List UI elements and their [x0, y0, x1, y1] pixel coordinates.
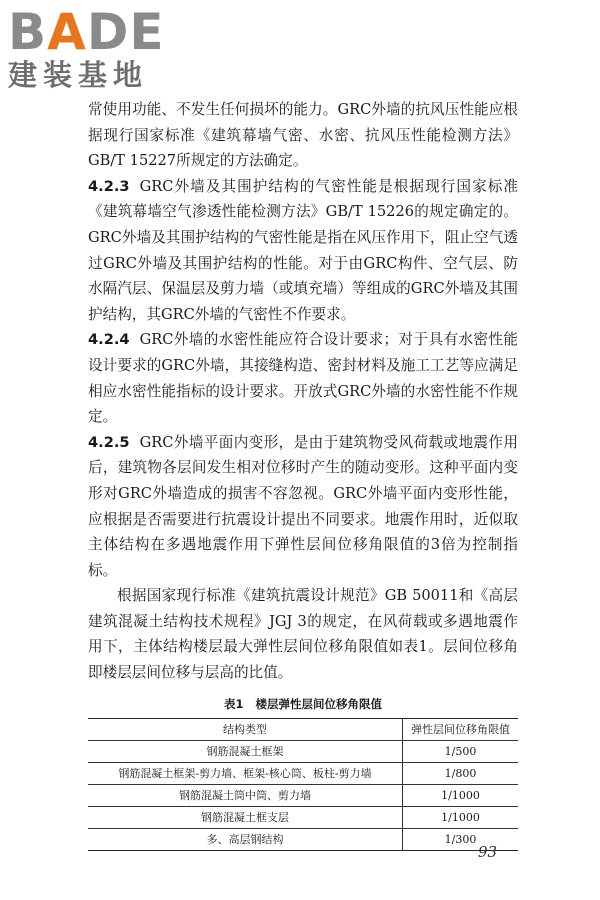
table-cell-drift-limit: 1/500	[403, 740, 519, 762]
table-cell-structure-type: 钢筋混凝土框支层	[88, 806, 403, 828]
table-caption-number: 表1	[223, 696, 244, 711]
table-row	[88, 828, 518, 850]
table-header-row	[88, 718, 518, 740]
table-cell-structure-type: 钢筋混凝土框架-剪力墙、框架-核心筒、板柱-剪力墙	[88, 762, 403, 784]
table-cell-drift-limit: 1/1000	[403, 806, 519, 828]
table-cell-drift-limit: 1/800	[403, 762, 519, 784]
clause-number: 4.2.4	[88, 331, 130, 349]
table-row	[88, 762, 518, 784]
paragraph-indented: 根据国家现行标准《建筑抗震设计规范》GB 50011和《高层建筑混凝土结构技术规程》JGJ 3的规定，在风荷载或多遇地震作用下，主体结构楼层最大弹性层间位移角限值如表1。层间位移角即楼层层间位移与层高的比值。	[88, 587, 518, 682]
table-cell-structure-type: 多、高层钢结构	[88, 828, 403, 850]
table-row	[88, 784, 518, 806]
clause-4-2-3	[88, 174, 518, 328]
table-header-structure-type: 结构类型	[88, 718, 403, 740]
table-caption	[88, 696, 518, 712]
table-cell-structure-type: 钢筋混凝土筒中筒、剪力墙	[88, 784, 403, 806]
clause-number: 4.2.5	[88, 433, 130, 451]
table-header-drift-limit: 弹性层间位移角限值	[403, 718, 519, 740]
logo-letter-b: B	[8, 3, 48, 61]
document-body	[88, 97, 518, 851]
logo-letters-de: DE	[86, 3, 165, 61]
paragraph-continued: 常使用功能、不发生任何损坏的能力。GRC外墙的抗风压性能应根据现行国家标准《建筑幕墙气密、水密、抗风压性能检测方法》GB/T 15227所规定的方法确定。	[88, 101, 518, 170]
bade-logo	[8, 3, 178, 92]
clause-text: GRC外墙及其围护结构的气密性能是根据现行国家标准《建筑幕墙空气渗透性能检测方法》GB/T 15226的规定确定的。GRC外墙及其围护结构的气密性能是指在风压作用下，阻止空气透过GRC外墙及其围护结构的性能。对于由GRC构件、空气层、防水隔汽层、保温层及剪力墙（或填充墙）等组成的GRC外墙及其围护结构，其GRC外墙的气密性不作要求。	[88, 177, 518, 323]
table-cell-drift-limit: 1/300	[403, 828, 519, 850]
clause-4-2-4	[88, 327, 518, 429]
logo-letter-a: A	[47, 3, 87, 61]
clause-number: 4.2.3	[88, 177, 130, 195]
clause-text: GRC外墙的水密性能应符合设计要求；对于具有水密性能设计要求的GRC外墙，其接缝构造、密封材料及施工工艺等应满足相应水密性能指标的设计要求。开放式GRC外墙的水密性能不作规定。	[88, 331, 518, 426]
clause-4-2-5	[88, 430, 518, 584]
table-cell-structure-type: 钢筋混凝土框架	[88, 740, 403, 762]
drift-limit-table	[88, 718, 518, 851]
page-number: 93	[478, 843, 498, 861]
logo-brand-text	[8, 3, 178, 61]
clause-text: GRC外墙平面内变形，是由于建筑物受风荷载或地震作用后，建筑物各层间发生相对位移时产生的随动变形。这种平面内变形对GRC外墙造成的损害不容忽视。GRC外墙平面内变形性能，应根据是否需要进行抗震设计提出不同要求。地震作用时，近似取主体结构在多遇地震作用下弹性层间位移角限值的3倍为控制指标。	[88, 433, 518, 579]
table-row	[88, 740, 518, 762]
table-caption-title: 楼层弹性层间位移角限值	[255, 696, 382, 711]
logo-subtitle: 建装基地	[8, 58, 149, 92]
table-cell-drift-limit: 1/1000	[403, 784, 519, 806]
table-row	[88, 806, 518, 828]
